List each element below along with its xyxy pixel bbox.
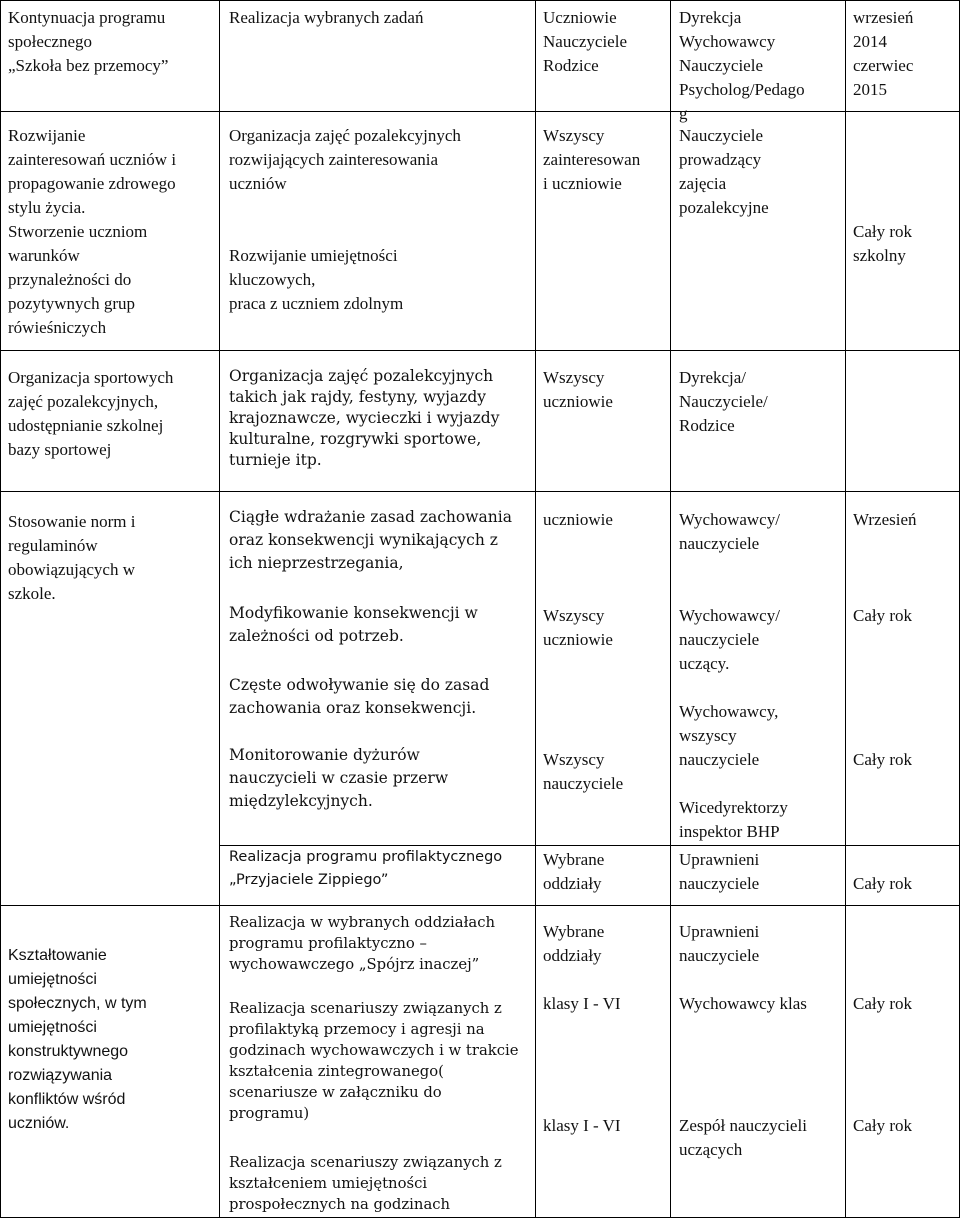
- row3-item4-participants: Wszyscy nauczyciele: [543, 750, 624, 793]
- row1-term: Cały rok szkolny: [853, 222, 913, 265]
- row-divider-4: [0, 905, 960, 906]
- row5-item3-responsible: Zespół nauczycieli uczących: [679, 1116, 807, 1159]
- row-divider-2: [0, 491, 960, 492]
- row5-item2-responsible: Wychowawcy klas: [679, 994, 807, 1013]
- row2-goal: Organizacja sportowych zajęć pozalekcyjnych, udostępnianie szkolnej bazy sportowej: [8, 368, 174, 459]
- row2-task: Organizacja zajęć pozalekcyjnych takich jak rajdy, festyny, wyjazdy krajoznawcze, wycieczki i wyjazdy kulturalne, rozgrywki sportowe, turnieje itp.: [229, 367, 500, 469]
- row5-item2-task: Realizacja scenariuszy związanych z profilaktyką przemocy i agresji na godzinach wychowawczych i w trakcie kształcenia zintegrowanego( scenariusze w załączniku do programu): [229, 1000, 519, 1122]
- row4-responsible: Uprawnieni nauczyciele: [679, 850, 760, 893]
- header-participants: Uczniowie Nauczyciele Rodzice: [543, 8, 627, 75]
- row1-participants: Wszyscy zainteresowan i uczniowie: [543, 126, 641, 193]
- header-tasks: Realizacja wybranych zadań: [229, 8, 424, 27]
- row3-item3-term: Cały rok: [853, 750, 913, 769]
- row3-item3-responsible: Wychowawcy, wszyscy nauczyciele: [679, 702, 779, 769]
- col-divider-2: [535, 0, 536, 1218]
- table-border-left: [0, 0, 1, 1218]
- row2-responsible: Dyrekcja/ Nauczyciele/ Rodzice: [679, 368, 768, 435]
- row1-goal: Rozwijanie zainteresowań uczniów i propagowanie zdrowego stylu życia. Stworzenie uczniom warunków przynależności do pozytywnych grup rówieśniczych: [8, 126, 177, 337]
- row3-item4-task: Monitorowanie dyżurów nauczycieli w czasie przerw międzylekcyjnych.: [229, 746, 449, 810]
- row1-task-a: Organizacja zajęć pozalekcyjnych rozwijających zainteresowania uczniów: [229, 126, 461, 193]
- row1-task-b: Rozwijanie umiejętności kluczowych, praca z uczniem zdolnym: [229, 246, 404, 313]
- row5-item2-participants: klasy I - VI: [543, 994, 621, 1013]
- row5-item4-task: Realizacja scenariuszy związanych z kształceniem umiejętności prospołecznych na godzinach: [229, 1154, 502, 1213]
- row5-item1-responsible: Uprawnieni nauczyciele: [679, 922, 760, 965]
- row5-item3-participants: klasy I - VI: [543, 1116, 621, 1135]
- row-divider-1: [0, 350, 960, 351]
- row3-item1-responsible: Wychowawcy/ nauczyciele: [679, 510, 780, 553]
- row4-participants: Wybrane oddziały: [543, 850, 605, 893]
- row3-item2-task: Modyfikowanie konsekwencji w zależności od potrzeb.: [229, 604, 478, 645]
- row3-item1-term: Wrzesień: [853, 510, 917, 529]
- row3-goal: Stosowanie norm i regulaminów obowiązujących w szkole.: [8, 512, 136, 603]
- col-divider-3: [670, 0, 671, 1218]
- header-term: wrzesień 2014 czerwiec 2015: [853, 8, 914, 99]
- col-divider-1: [219, 0, 220, 1218]
- row3-item2-participants: Wszyscy uczniowie: [543, 606, 613, 649]
- row2-participants: Wszyscy uczniowie: [543, 368, 613, 411]
- row4-term: Cały rok: [853, 874, 913, 893]
- row3-item1-task: Ciągłe wdrażanie zasad zachowania oraz konsekwencji wynikających z ich nieprzestrzegania,: [229, 508, 512, 572]
- header-responsible: Dyrekcja Wychowawcy Nauczyciele Psycholog/Pedago g: [679, 8, 805, 123]
- row4-task: Realizacja programu profilaktycznego „Przyjaciele Zippiego”: [229, 849, 503, 888]
- row3-item4-responsible: Wicedyrektorzy inspektor BHP: [679, 798, 788, 841]
- row3-item3-task: Częste odwoływanie się do zasad zachowania oraz konsekwencji.: [229, 676, 490, 717]
- row5-item1-participants: Wybrane oddziały: [543, 922, 605, 965]
- table-border-top: [0, 0, 960, 1]
- col-divider-4: [845, 0, 846, 1218]
- row5-item3-term: Cały rok: [853, 1116, 913, 1135]
- row5-item2-term: Cały rok: [853, 994, 913, 1013]
- header-program: Kontynuacja programu społecznego „Szkoła bez przemocy”: [8, 8, 169, 75]
- row5-item1-task: Realizacja w wybranych oddziałach programu profilaktyczno – wychowawczego „Spójrz inaczej”: [229, 914, 496, 973]
- row3-item2-responsible: Wychowawcy/ nauczyciele uczący.: [679, 606, 780, 673]
- row3-item1-participants: uczniowie: [543, 510, 613, 529]
- row5-goal: Kształtowanie umiejętności społecznych, w tym umiejętności konstruktywnego rozwiązywania konfliktów wśród uczniów.: [8, 947, 147, 1132]
- row1-responsible: Nauczyciele prowadzący zajęcia pozalekcyjne: [679, 126, 769, 217]
- row3-item2-term: Cały rok: [853, 606, 913, 625]
